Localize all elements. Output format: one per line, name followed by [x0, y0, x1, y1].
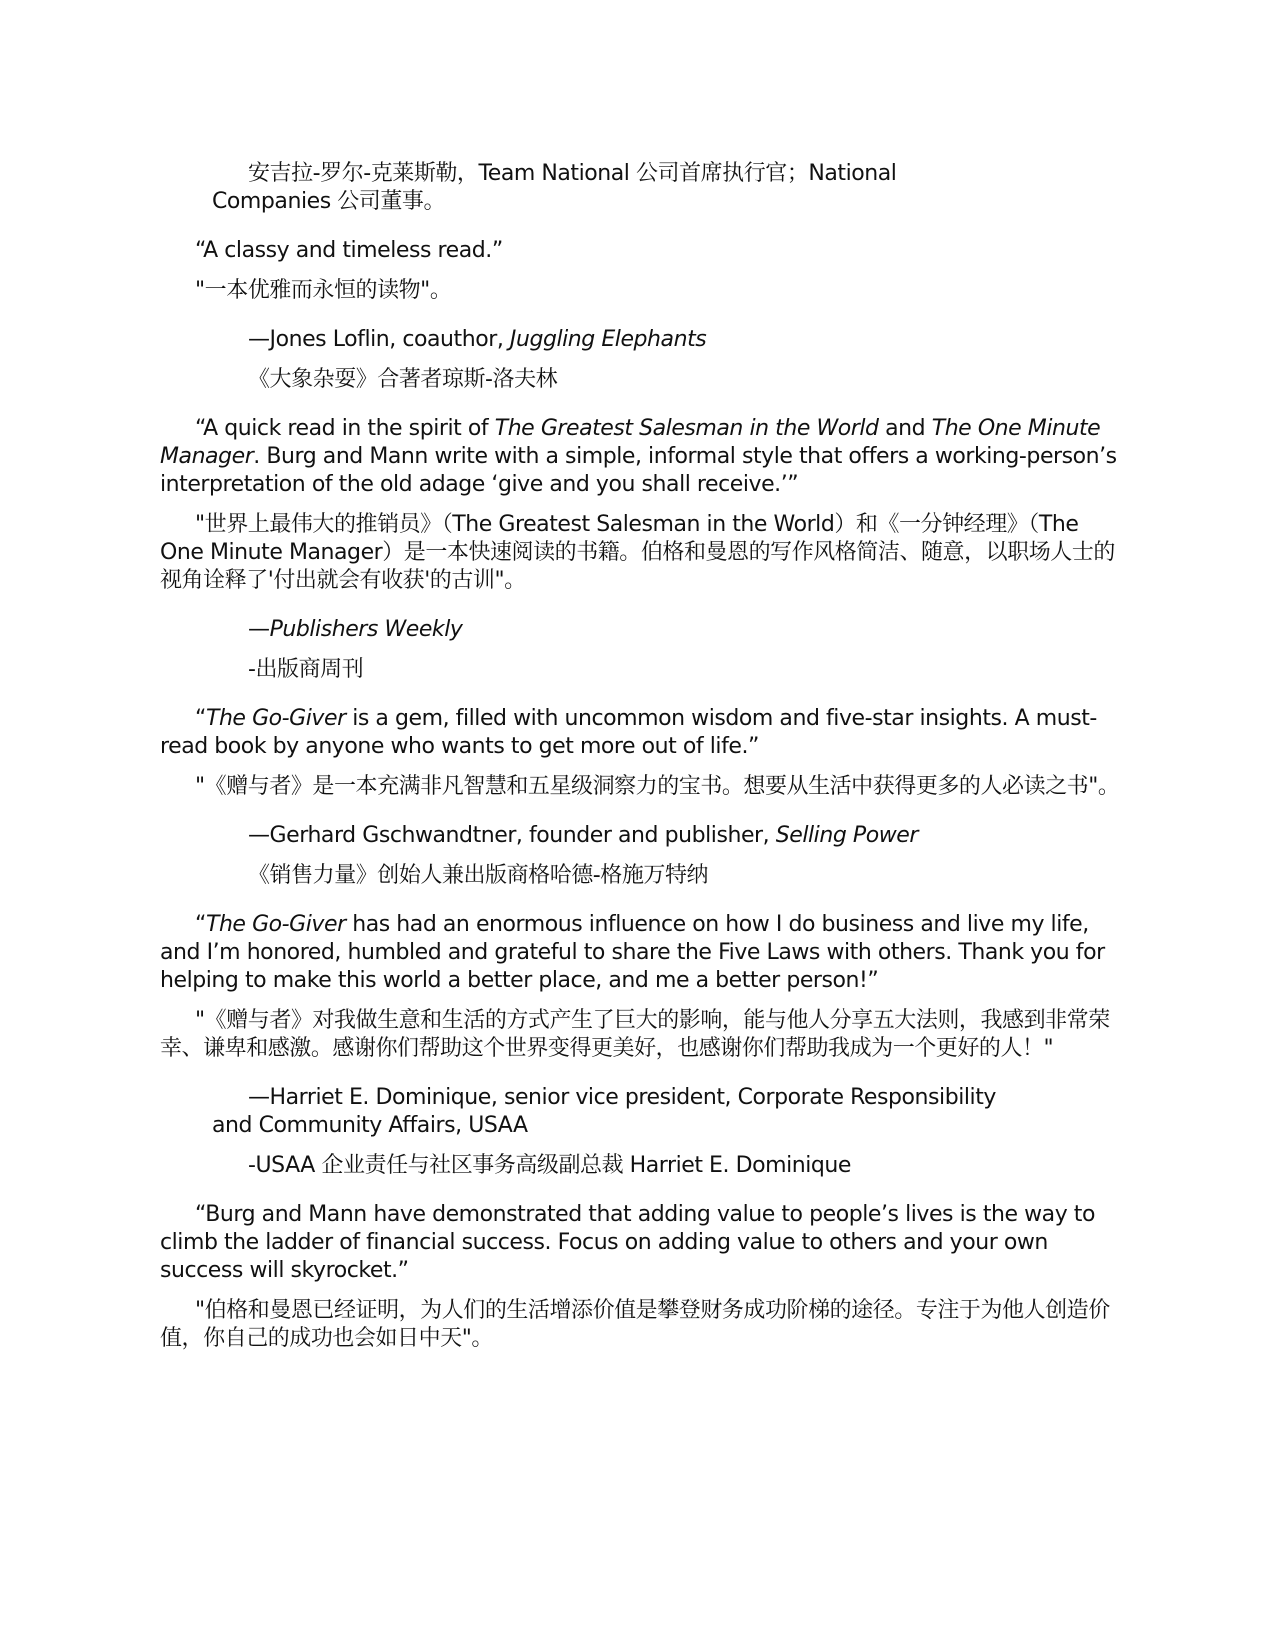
book-title: Juggling Elephants: [509, 327, 707, 352]
attribution-zh: -USAA 企业责任与社区事务高级副总裁 Harriet E. Dominique: [248, 1153, 851, 1178]
attribution-zh: 《大象杂耍》合著者琼斯-洛夫林: [248, 367, 558, 392]
intro-line-2: Companies 公司董事。: [212, 189, 445, 214]
quote-en: “A classy and timeless read.”: [195, 238, 503, 263]
publication-title: Publishers Weekly: [269, 617, 463, 642]
intro-line-1: 安吉拉-罗尔-克莱斯勒，Team National 公司首席执行官；National: [248, 161, 897, 186]
quote-text: has had an enormous influence on how I do business and live my life, and I’m honored, humbled and grateful to share the Five Laws with others. Thank you for helping to make this world a better place, and me a better person!”: [160, 912, 1105, 993]
quote-zh: "一本优雅而永恒的读物"。: [195, 278, 452, 303]
publication-title: Selling Power: [775, 823, 918, 848]
quote-text: “A quick read in the spirit of: [195, 416, 495, 441]
attribution-en-line-2: and Community Affairs, USAA: [212, 1113, 528, 1138]
attribution-prefix: —Gerhard Gschwandtner, founder and publisher,: [248, 823, 776, 848]
attribution-prefix: —Jones Loflin, coauthor,: [248, 327, 510, 352]
quote-text: and: [878, 416, 932, 441]
attribution-zh: 《销售力量》创始人兼出版商格哈德-格施万特纳: [248, 863, 709, 888]
quote-text: is a gem, filled with uncommon wisdom and five-star insights. A must-read book by anyone who wants to get more out of life.”: [160, 706, 1097, 759]
quote-text: “: [195, 912, 206, 937]
quote-en: [160, 911, 1120, 995]
book-title: The Go-Giver: [205, 706, 346, 731]
book-title: The One Minute Manager: [160, 416, 1101, 469]
quote-text: . Burg and Mann write with a simple, informal style that offers a working-person’s interpretation of the old adage ‘give and you shall receive.’”: [160, 444, 1117, 497]
attribution-zh: -出版商周刊: [248, 657, 364, 682]
attribution-en: [160, 326, 1120, 354]
book-title: The Greatest Salesman in the World: [494, 416, 879, 441]
attribution-en: [160, 822, 1120, 850]
quote-zh: "《赠与者》对我做生意和生活的方式产生了巨大的影响，能与他人分享五大法则，我感到非常荣幸、谦卑和感激。感谢你们帮助这个世界变得更美好，也感谢你们帮助我成为一个更好的人！": [160, 1008, 1110, 1061]
quote-en: “Burg and Mann have demonstrated that adding value to people’s lives is the way to climb the ladder of financial success. Focus on adding value to others and your own success will skyrocket.”: [160, 1202, 1095, 1283]
quote-zh: "伯格和曼恩已经证明，为人们的生活增添价值是攀登财务成功阶梯的途径。专注于为他人创造价值，你自己的成功也会如日中天"。: [160, 1298, 1110, 1351]
quote-text: “: [195, 706, 206, 731]
quote-en: [160, 705, 1120, 761]
quote-zh: "世界上最伟大的推销员》（The Greatest Salesman in the World）和《一分钟经理》（The One Minute Manager）是一本快速阅读的书籍。伯格和曼恩的写作风格简洁、随意，以职场人士的视角诠释了'付出就会有收获'的古训"。: [160, 512, 1115, 593]
attribution-prefix: —: [248, 617, 270, 642]
quote-en: [160, 415, 1120, 499]
attribution-en: [160, 616, 1120, 644]
attribution-en-line-1: —Harriet E. Dominique, senior vice president, Corporate Responsibility: [248, 1085, 996, 1110]
document-page: [160, 160, 1120, 1353]
book-title: The Go-Giver: [205, 912, 346, 937]
quote-zh: "《赠与者》是一本充满非凡智慧和五星级洞察力的宝书。想要从生活中获得更多的人必读之书"。: [195, 774, 1120, 799]
